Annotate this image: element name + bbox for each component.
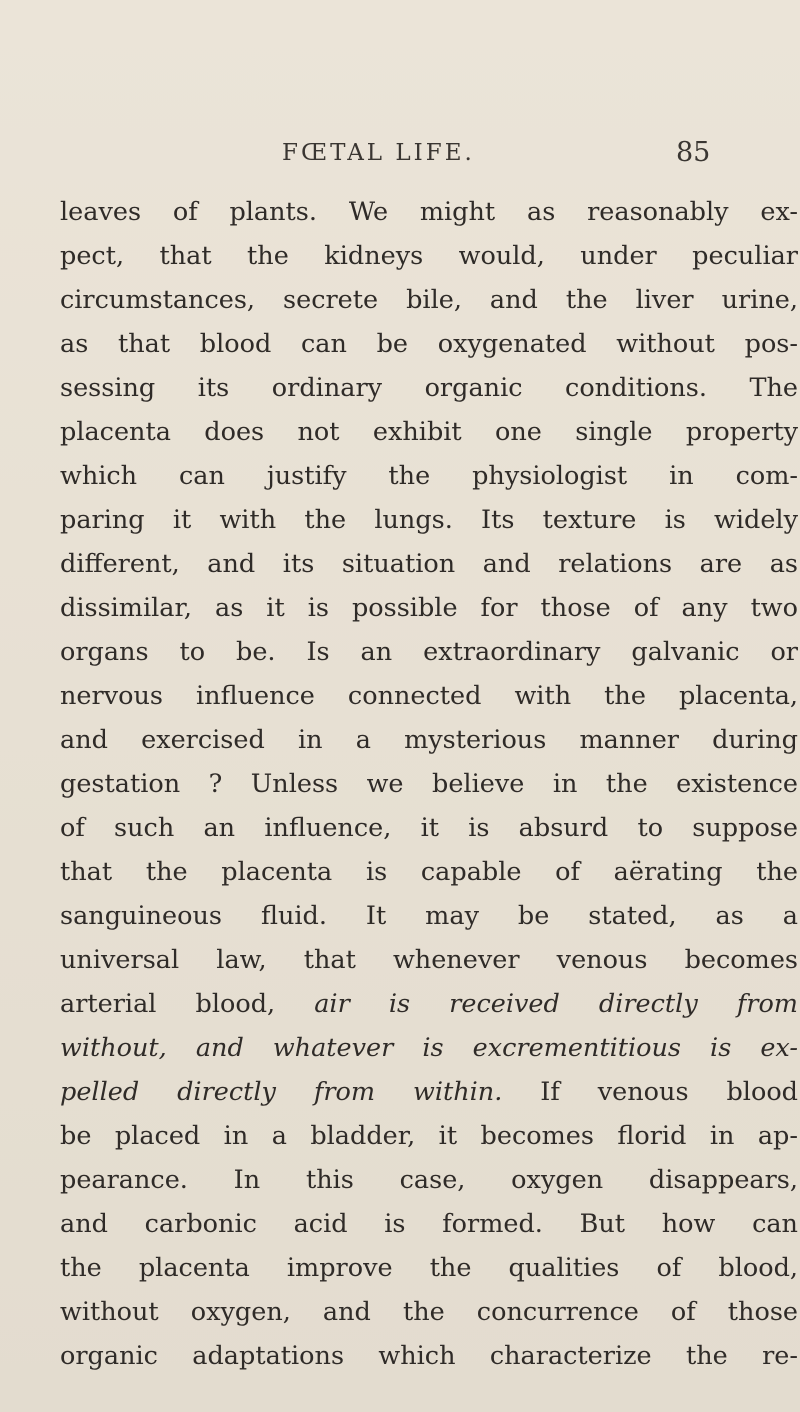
- text-line: pearance. In this case, oxygen disappears,: [60, 1165, 798, 1195]
- italic-segment: air is received directly from: [314, 989, 798, 1019]
- text-line: organic adaptations which characterize the re-: [60, 1341, 798, 1371]
- text-line: paring it with the lungs. Its texture is widely: [60, 505, 798, 535]
- italic-segment: pelled directly from within.: [60, 1077, 503, 1107]
- text-line: different, and its situation and relations are as: [60, 549, 798, 579]
- text-line: pect, that the kidneys would, under peculiar: [60, 241, 798, 271]
- running-head: [0, 137, 800, 180]
- text-line: without oxygen, and the concurrence of those: [60, 1297, 798, 1327]
- text-line: that the placenta is capable of aërating the: [60, 857, 798, 887]
- roman-segment: arterial blood,: [60, 989, 315, 1019]
- text-line-mixed: [60, 1026, 798, 1070]
- text-line: dissimilar, as it is possible for those of any two: [60, 593, 798, 623]
- text-line: and carbonic acid is formed. But how can: [60, 1209, 798, 1239]
- text-line-mixed: [60, 982, 798, 1026]
- text-line-mixed: [60, 1070, 798, 1114]
- running-title: FŒTAL LIFE.: [282, 140, 475, 166]
- page-number: 85: [676, 137, 711, 168]
- text-line: sessing its ordinary organic conditions. The: [60, 373, 798, 403]
- text-line: as that blood can be oxygenated without pos-: [60, 329, 798, 359]
- text-line: leaves of plants. We might as reasonably ex-: [60, 197, 798, 227]
- text-line: be placed in a bladder, it becomes florid in ap-: [60, 1121, 798, 1151]
- roman-segment: If venous blood: [502, 1077, 798, 1107]
- text-line: of such an influence, it is absurd to suppose: [60, 813, 798, 843]
- text-line: universal law, that whenever venous becomes: [60, 945, 798, 975]
- text-line: organs to be. Is an extraordinary galvanic or: [60, 637, 798, 667]
- text-line: nervous influence connected with the placenta,: [60, 681, 798, 711]
- body-text: [60, 190, 798, 1378]
- text-line: the placenta improve the qualities of blood,: [60, 1253, 798, 1283]
- text-line: and exercised in a mysterious manner during: [60, 725, 798, 755]
- text-line: sanguineous fluid. It may be stated, as a: [60, 901, 798, 931]
- italic-segment: without, and whatever is excrementitious is ex-: [60, 1033, 798, 1063]
- text-line: placenta does not exhibit one single property: [60, 417, 798, 447]
- text-line: which can justify the physiologist in com-: [60, 461, 798, 491]
- text-line: gestation ? Unless we believe in the existence: [60, 769, 798, 799]
- text-line: circumstances, secrete bile, and the liver urine,: [60, 285, 798, 315]
